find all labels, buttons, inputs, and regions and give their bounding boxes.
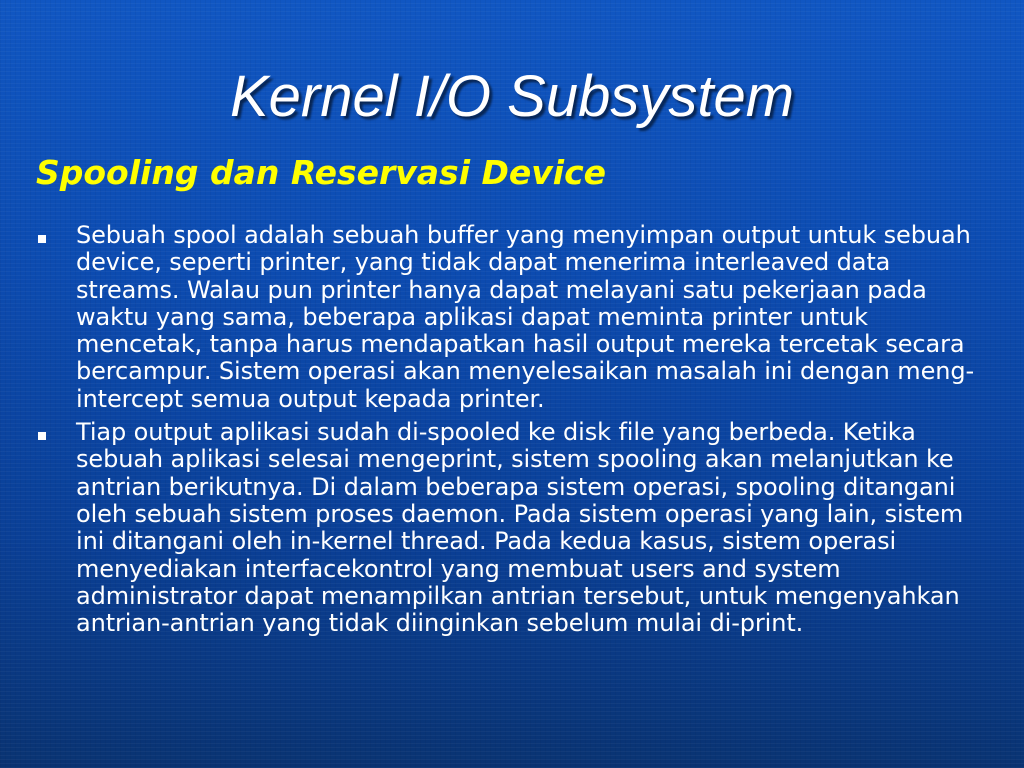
bullet-text: Tiap output aplikasi sudah di-spooled ke disk file yang berbeda. Ketika sebuah aplikasi selesai mengeprint, sistem spooling akan melanjutkan ke antrian berikutnya. Di dalam beberapa sistem operasi, spooling ditangani oleh sebuah sistem proses daemon. Pada sistem operasi yang lain, sistem ini ditangani oleh in-kernel thread. Pada kedua kasus, sistem operasi menyediakan interfacekontrol yang membuat users and system administrator dapat menampilkan antrian tersebut, untuk mengenyahkan antrian-antrian yang tidak diinginkan sebelum mulai di-print. <box>76 418 964 638</box>
square-bullet-icon <box>38 235 46 243</box>
bullet-list <box>36 222 986 643</box>
bullet-item <box>36 222 986 413</box>
bullet-item <box>36 419 986 637</box>
slide-title: Kernel I/O Subsystem <box>229 64 795 129</box>
slide-subtitle: Spooling dan Reservasi Device <box>36 153 607 192</box>
bullet-text: Sebuah spool adalah sebuah buffer yang menyimpan output untuk sebuah device, seperti printer, yang tidak dapat menerima interleaved data streams. Walau pun printer hanya dapat melayani satu pekerjaan pada waktu yang sama, beberapa aplikasi dapat meminta printer untuk mencetak, tanpa harus mendapatkan hasil output mereka tercetak secara bercampur. Sistem operasi akan menyelesaikan masalah ini dengan meng-intercept semua output kepada printer. <box>76 221 975 413</box>
square-bullet-icon <box>38 432 46 440</box>
